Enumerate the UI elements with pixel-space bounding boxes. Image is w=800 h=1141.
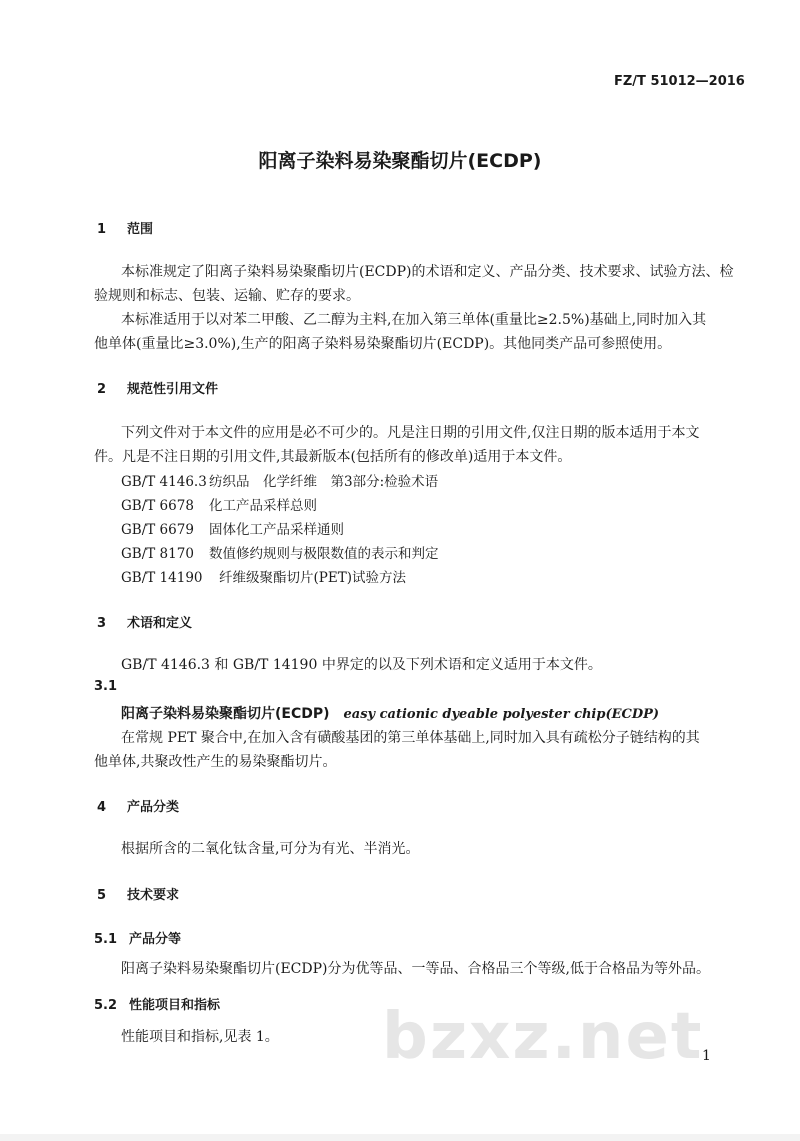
section-title: 规范性引用文件	[127, 382, 219, 397]
reference-item	[121, 542, 439, 562]
reference-item	[121, 566, 406, 586]
subsection-title: 产品分等	[129, 932, 182, 947]
paragraph-line: GB/T 4146.3 和 GB/T 14190 中界定的以及下列术语和定义适用于本文件。	[121, 657, 602, 673]
reference-title: 固体化工产品采样通则	[209, 522, 344, 538]
reference-code: GB/T 8170	[121, 546, 194, 562]
reference-title: 数值修约规则与极限数值的表示和判定	[209, 546, 439, 562]
section-title: 范围	[127, 222, 154, 237]
standard-code: FZ/T 51012—2016	[614, 74, 745, 89]
paragraph-line: 阳离子染料易染聚酯切片(ECDP)分为优等品、一等品、合格品三个等级,低于合格品为等外品。	[121, 961, 710, 977]
section-title: 术语和定义	[127, 616, 193, 631]
section-5-heading	[97, 884, 179, 903]
paragraph-line: 根据所含的二氧化钛含量,可分为有光、半消光。	[121, 841, 420, 857]
term-english: easy cationic dyeable polyester chip(ECDP)	[343, 707, 660, 722]
term-entry	[121, 703, 659, 723]
paragraph-line: 他单体(重量比≥3.0%),生产的阳离子染料易染聚酯切片(ECDP)。其他同类产品可参照使用。	[94, 336, 672, 352]
section-number: 3	[97, 616, 107, 631]
paragraph-line: 他单体,共聚改性产生的易染聚酯切片。	[94, 754, 337, 770]
reference-item	[121, 518, 344, 538]
reference-item	[121, 494, 317, 514]
page-bottom-edge	[0, 1134, 800, 1141]
paragraph-line: 性能项目和指标,见表 1。	[121, 1029, 279, 1045]
reference-code: GB/T 6679	[121, 522, 194, 538]
reference-code: GB/T 4146.3	[121, 474, 207, 490]
subsection-5-2-heading	[94, 994, 220, 1013]
paragraph-line: 下列文件对于本文件的应用是必不可少的。凡是注日期的引用文件,仅注日期的版本适用于本文	[121, 425, 700, 441]
section-3-heading	[97, 612, 192, 631]
paragraph-line: 验规则和标志、包装、运输、贮存的要求。	[94, 288, 360, 304]
reference-title: 化工产品采样总则	[209, 498, 317, 514]
reference-title: 纺织品 化学纤维 第3部分:检验术语	[209, 474, 439, 490]
reference-title: 纤维级聚酯切片(PET)试验方法	[219, 570, 406, 586]
subsection-number: 3.1	[94, 679, 118, 694]
reference-code: GB/T 6678	[121, 498, 194, 514]
paragraph-line: 本标准适用于以对苯二甲酸、乙二醇为主料,在加入第三单体(重量比≥2.5%)基础上,同时加入其	[121, 312, 707, 328]
subsection-number: 5.2	[94, 998, 118, 1013]
subsection-number: 5.1	[94, 932, 118, 947]
section-number: 2	[97, 382, 107, 397]
section-title: 产品分类	[127, 800, 180, 815]
document-title: 阳离子染料易染聚酯切片(ECDP)	[258, 150, 542, 172]
section-title: 技术要求	[127, 888, 180, 903]
paragraph-line: 件。凡是不注日期的引用文件,其最新版本(包括所有的修改单)适用于本文件。	[94, 449, 572, 465]
section-number: 1	[97, 222, 107, 237]
watermark: bzxz.net	[382, 1000, 704, 1074]
section-number: 4	[97, 800, 107, 815]
page-number: 1	[702, 1048, 711, 1064]
section-1-heading	[97, 218, 153, 237]
section-2-heading	[97, 378, 218, 397]
subsection-5-1-heading	[94, 928, 181, 947]
section-number: 5	[97, 888, 107, 903]
term-chinese: 阳离子染料易染聚酯切片(ECDP)	[121, 706, 330, 722]
reference-code: GB/T 14190	[121, 570, 203, 586]
section-4-heading	[97, 796, 179, 815]
reference-item	[121, 470, 438, 490]
paragraph-line: 本标准规定了阳离子染料易染聚酯切片(ECDP)的术语和定义、产品分类、技术要求、试验方法、检	[121, 264, 734, 280]
paragraph-line: 在常规 PET 聚合中,在加入含有磺酸基团的第三单体基础上,同时加入具有疏松分子链结构的其	[121, 730, 700, 746]
subsection-title: 性能项目和指标	[129, 998, 221, 1013]
